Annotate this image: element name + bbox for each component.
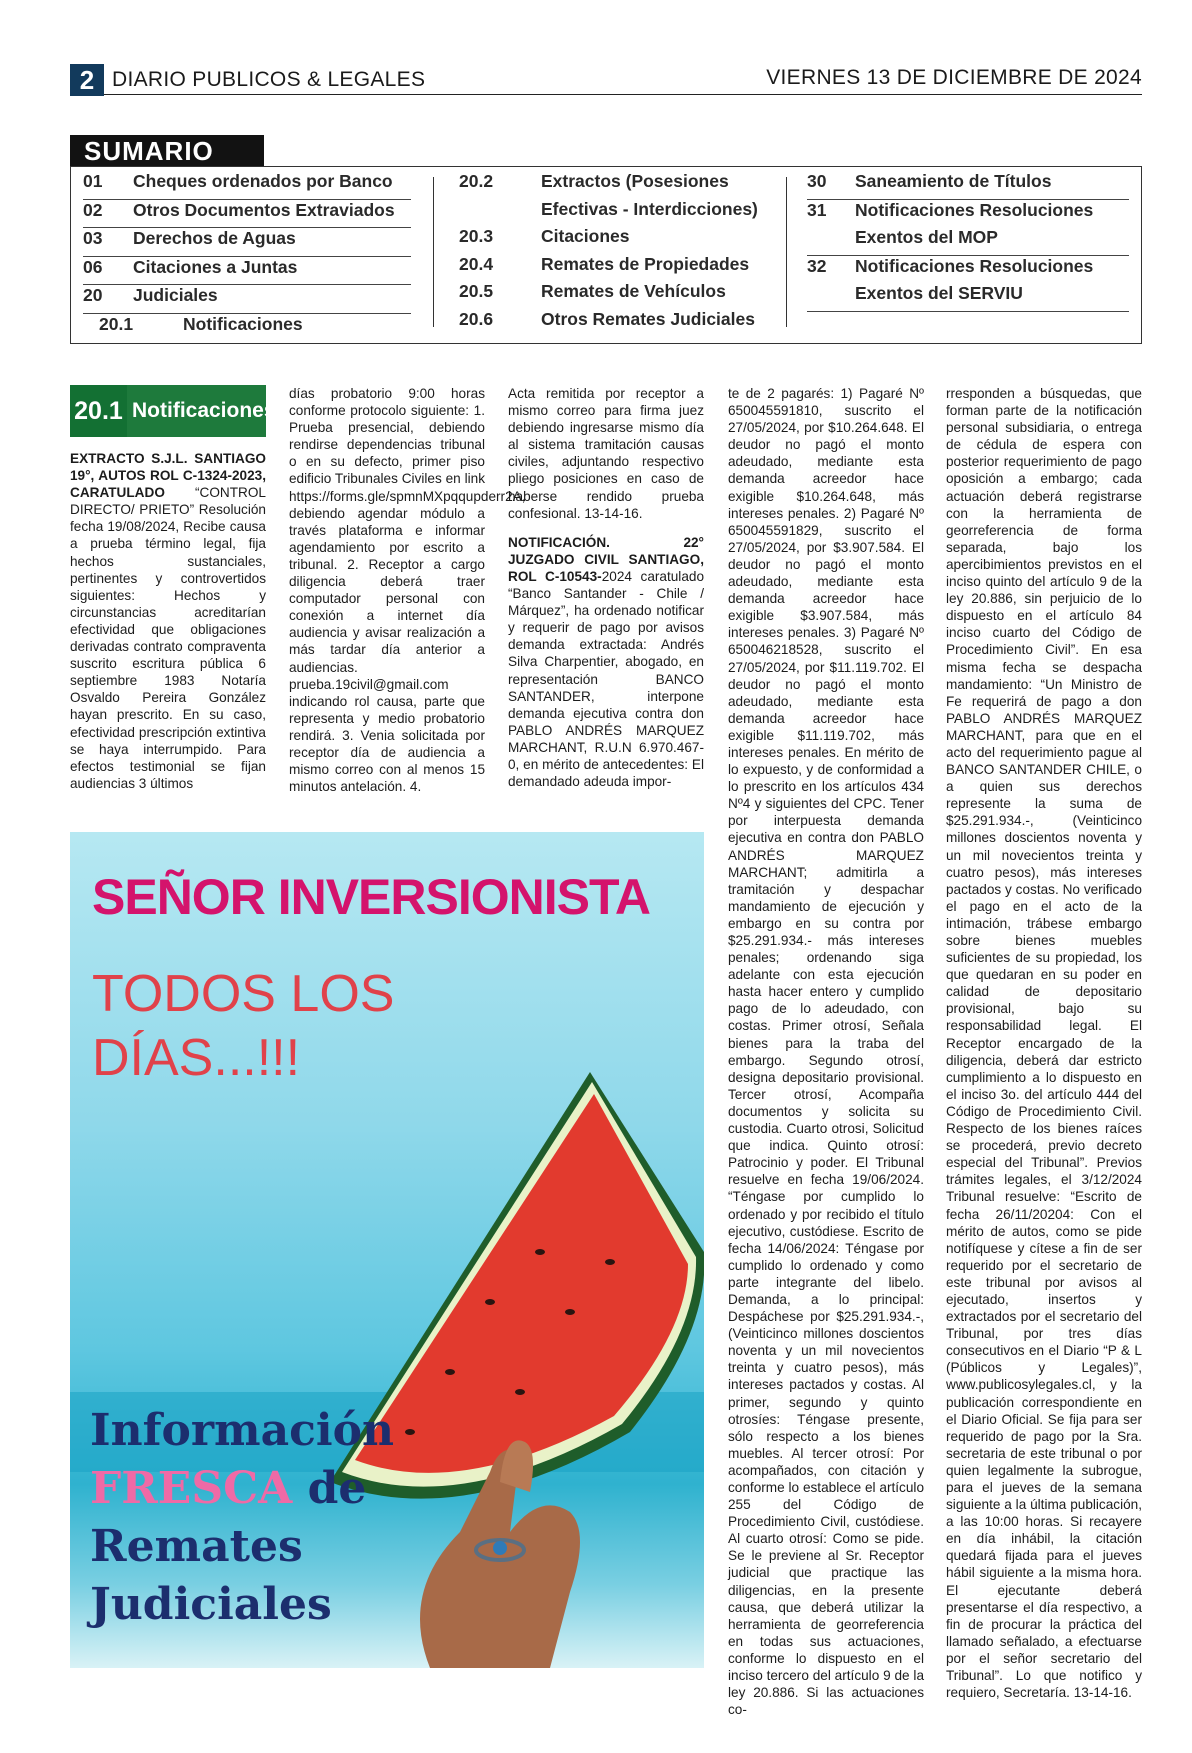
sumario-item[interactable]: 32 Notificaciones Resoluciones: [807, 255, 1094, 276]
ad-subheadline: TODOS LOS DÍAS...!!!: [92, 965, 395, 1087]
sumario-item[interactable]: 01 Cheques ordenados por Banco: [83, 171, 411, 200]
section-badge: [70, 385, 276, 437]
notice-body: días probatorio 9:00 horas conforme protocolo siguiente: 1. Prueba presencial, debiendo rendirse dependencias tribunal o en su defecto, primer piso edificio Tribunales Civiles en link https://forms.gle/spmnMXpqqupderr2A, debiendo agendar módulo a través plataforma e informar agendamiento por escrito a tribunal. 2. Receptor a cargo diligencia deberá traer computador personal con conexión a internet día audiencia y avisar realización a más tardar día anterior a audiencias. prueba.19civil@gmail.com indicando rol causa, parte que representa y medio probatorio rendirá. 3. Venia solicitada por receptor día de audiencia a mismo correo con al menos 15 minutos antelación. 4.: [289, 386, 526, 795]
sumario-item[interactable]: 30 Saneamiento de Títulos: [807, 171, 1129, 200]
sumario-item[interactable]: 20.5 Remates de Vehículos: [459, 281, 726, 302]
notice-column-5: [946, 385, 1142, 1713]
sumario-divider: [786, 177, 787, 327]
notice-body: rresponden a búsquedas, que forman parte de la notificación personal subsidiaria, o entrega de cédula de espera con posterior requerimiento de pago oposición a embargo; cada actuación deberá registrarse con la herramienta de georreferencia de forma separada, bajo los apercibimientos previstos en el inciso quinto del artículo 9 de la ley 20.886, sin perjuicio de lo dispuesto en el artículo 84 inciso cuarto del Código de Procedimiento Civil”. En esa misma fecha se despacha mandamiento: “Un Ministro de Fe requerirá de pago a don PABLO ANDRÉS MARQUEZ MARCHANT, para que en el acto del requerimiento pague al BANCO SANTANDER CHILE, o a quien sus derechos represente la suma de $25.291.934.-, (Veinticinco millones doscientos noventa y un mil novecientos treinta y cuatro pesos), más intereses pactados y costas. No verificado el pago en el acto de la intimación, trábese embargo sobre bienes muebles suficientes de su propiedad, los que quedaran en su poder en calidad de depositario provisional, bajo su responsabilidad legal. El Receptor encargado de la diligencia, deberá dar estricto cumplimiento a lo dispuesto en el inciso 3o. del artículo 444 del Código de Procedimiento Civil. Respecto de los bienes raíces se procederá, previo decreto especial del Tribunal”. Previos trámites legales, el 3/12/2024 Tribunal resuelve: “Escrito de fecha 26/11/20204: Con el mérito de autos, como se pide notifíquese y cítese a fin de ser requerido por el secretario de este tribunal por avisos al ejecutado, insertos y extractados por el secretario del Tribunal, por tres días consecutivos en el Diario “P & L (Públicos y Legales)”, www.publicosylegales.cl, y la publicación correspondiente en el Diario Oficial. Se fija para ser requerido de pago por la Sra. secretaria de este tribunal o por quien legalmente la subrogue, para el jueves de la semana siguiente a la última publicación, a las 10:00 horas. Si recayere en día inhábil, la citación quedará fijada para el jueves hábil siguiente a la misma hora. El ejecutante deberá presentarse el día respectivo, a fin de procurar la práctica del llamado señalado, a efectuarse por el señor secretario del Tribunal”. Lo que notifico y requiero, Secretaría. 13-14-16.: [946, 386, 1142, 1701]
sumario-item[interactable]: 20 Judiciales: [83, 285, 411, 314]
sumario-item[interactable]: Exentos del SERVIU: [807, 283, 1129, 312]
publication-date: VIERNES 13 DE DICIEMBRE DE 2024: [766, 66, 1142, 89]
ad-tagline: Información FRESCA de Remates Judiciales: [90, 1405, 394, 1630]
section-title: Notificaciones: [132, 399, 276, 422]
sumario-title: SUMARIO: [70, 135, 264, 167]
publication-name: DIARIO PUBLICOS & LEGALES: [112, 68, 426, 91]
notice-body: te de 2 pagarés: 1) Pagaré Nº 650045591810, suscrito el 27/05/2024, por $10.264.648. El deudor no pagó el monto adeudado, mediante esta demanda acreedor hace exigible $10.264.648, más intereses penales. 2) Pagaré Nº 650045591829, suscrito el 27/05/2024, por $3.907.584. El deudor no pagó el monto adeudado, mediante esta demanda acreedor hace exigible $3.907.584, más intereses penales. 3) Pagaré Nº 650046218528, suscrito el 27/05/2024, por $11.119.702. El deudor no pagó el monto adeudado, mediante esta demanda acreedor hace exigible $11.119.702, más intereses penales. En mérito de lo expuesto, y de conformidad a lo prescrito en los artículos 434 Nº4 y siguientes del CPC. Tener por interpuesta demanda ejecutiva en contra don PABLO ANDRÉS MARQUEZ MARCHANT; admitirla a tramitación y despachar mandamiento de ejecución y embargo en su contra por $25.291.934.- más intereses penales; ordenando siga adelante con esta ejecución hasta hacer entero y cumplido pago de lo adeudado, con costas. Primer otrosí, Señala bienes para la traba del embargo. Segundo otrosí, designa depositario provisional. Tercer otrosí, Acompaña documentos y solicita su custodia. Cuarto otrosi, Solicitud que indica. Quinto otrosí: Patrocinio y poder. El Tribunal resuelve en fecha 19/06/2024. “Téngase por cumplido lo ordenado y por recibido el título ejecutivo, custódiese. Escrito de fecha 14/06/2024: Téngase por cumplido lo ordenado y como parte integrante del libelo. Demanda, a lo principal: Despáchese por $25.291.934.-, (Veinticinco millones doscientos noventa y un mil novecientos treinta y cuatro pesos), más intereses pactados y costas. Al primer, segundo y quinto otrosíes: Téngase presente, sólo respecto a los bienes muebles. Al tercer otrosí: Por acompañados, con citación y conforme lo establece el artículo 255 del Código de Procedimiento Civil, custódiese. Al cuarto otrosí: Como se pide. Se le previene al Sr. Receptor judicial que practique las diligencias, en la presente causa, que deberá utilizar la herramienta de georreferencia en todas sus actuaciones, conforme lo dispuesto en el inciso tercero del artículo 9 de la ley 20.886. Si las actuaciones co-: [728, 386, 924, 1718]
notice-column-1: [70, 450, 266, 804]
sumario-item[interactable]: 20.4 Remates de Propiedades: [459, 253, 750, 274]
advertisement[interactable]: [70, 832, 704, 1668]
sumario-column-1: [83, 171, 411, 342]
notice-body: “CONTROL DIRECTO/ PRIETO” Resolución fecha 19/08/2024, Recibe causa a prueba término legal, fija hechos sustanciales, pertinentes y controvertidos siguientes: Hechos y circunstancias acreditarían efectividad que obligaciones derivadas contrato compraventa suscrito escritura pública 6 septiembre 1983 Notaría Osvaldo Pereira González hayan prescrito. En su caso, efectividad prescripción extintiva se haya interrumpido. Para efectos testimonial se fijan audiencias 3 últimos: [70, 485, 266, 791]
sumario-item[interactable]: 20.6 Otros Remates Judiciales: [459, 308, 755, 329]
notice-column-3: [508, 385, 704, 802]
sumario-item[interactable]: 20.1 Notificaciones: [99, 313, 303, 334]
notice-body: Acta remitida por receptor a mismo correo para firma juez debiendo ingresarse mismo día al sistema tramitación causas civiles, adjuntando respectivo pliego posiciones en caso de haberse rendido prueba confesional. 13-14-16.: [508, 386, 704, 521]
page-number: 2: [70, 64, 104, 96]
sumario-item[interactable]: 31 Notificaciones Resoluciones: [807, 199, 1094, 220]
sumario-column-3: [807, 171, 1129, 312]
sumario-divider: [433, 177, 434, 327]
page-header: [70, 64, 1142, 95]
sumario-item[interactable]: Efectivas - Interdicciones): [541, 198, 758, 219]
sumario-item[interactable]: Exentos del MOP: [807, 227, 1129, 256]
notice-heading: NOTIFICACIÓN. 22° JUZGADO CIVIL SANTIAGO, ROL C-10543-: [508, 534, 704, 584]
sumario-item[interactable]: 20.3 Citaciones: [459, 226, 630, 247]
notice-column-4: [728, 385, 924, 1730]
notice-body: 2024 caratulado “Banco Santander - Chile / Márquez”, ha ordenado notificar y requerir de pago por avisos demanda extractada: Andrés Silva Charpentier, abogado, en representación BANCO SANTANDER, interpone demanda ejecutiva contra don PABLO ANDRÉS MARQUEZ MARCHANT, R.U.N 6.970.467-0, en mérito de antecedentes: El demandado adeuda impor-: [508, 568, 704, 790]
notice-heading: EXTRACTO S.J.L. SANTIAGO 19°, AUTOS ROL C-1324-2023, CARATULADO: [70, 451, 266, 501]
sumario-item[interactable]: 20.2 Extractos (Posesiones: [459, 171, 729, 191]
sumario-item[interactable]: 02 Otros Documentos Extraviados: [83, 200, 411, 229]
notice-column-2: [289, 385, 526, 807]
sumario-item[interactable]: 03 Derechos de Aguas: [83, 228, 411, 257]
sumario-box: [70, 166, 1142, 344]
section-number: 20.1: [70, 385, 127, 437]
sumario-column-2: [459, 171, 759, 337]
ad-headline: SEÑOR INVERSIONISTA: [92, 869, 650, 925]
sumario-item[interactable]: 06 Citaciones a Juntas: [83, 257, 411, 286]
